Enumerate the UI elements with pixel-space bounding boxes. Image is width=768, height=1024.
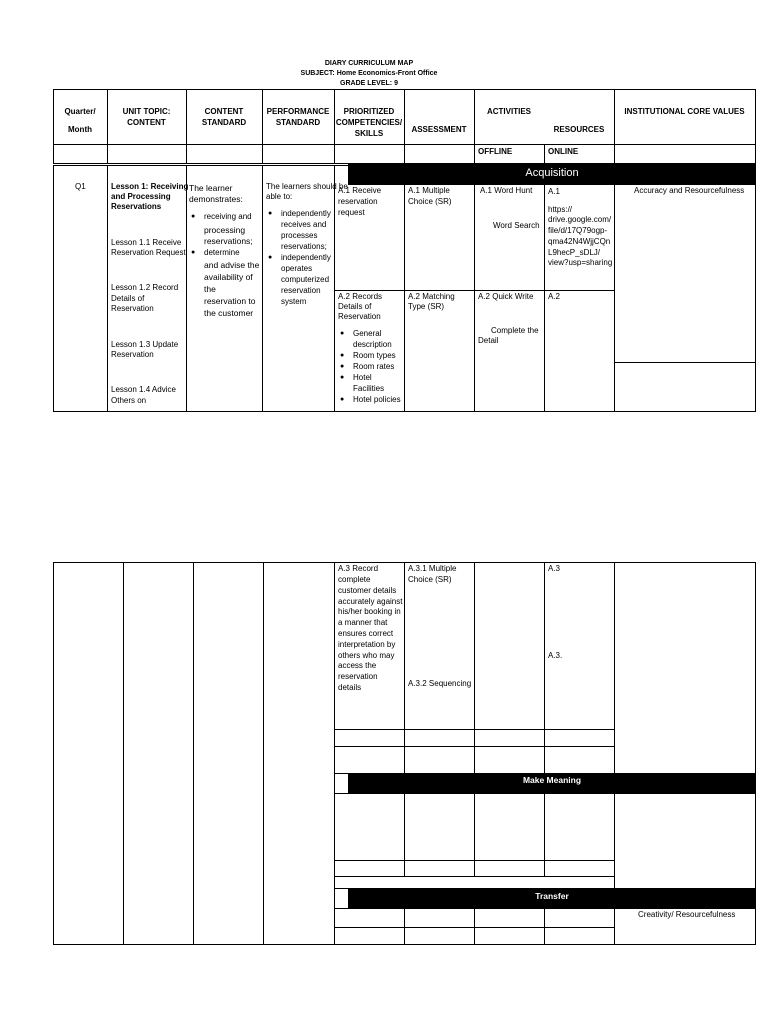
quarter-q1: Q1 <box>75 182 86 191</box>
header-activities: ACTIVITIES <box>486 107 531 116</box>
activity-a1-word-search: Word Search <box>493 221 540 230</box>
header-performance-standard: STANDARD <box>275 118 321 127</box>
core-value-transfer: Creativity/ Resourcefulness <box>638 910 736 919</box>
header-skills: SKILLS <box>354 129 384 138</box>
resource-a2: A.2 <box>548 292 561 301</box>
document-subject: SUBJECT: Home Economics-Front Office <box>300 70 438 77</box>
resource-a3: A.3 <box>548 564 561 573</box>
document-title: DIARY CURRICULUM MAP <box>324 60 414 67</box>
header-online: ONLINE <box>548 147 579 156</box>
header-month: Month <box>68 125 92 134</box>
resource-a3-dot: A.3. <box>548 651 563 660</box>
header-performance: PERFORMANCE <box>266 107 330 116</box>
activity-a1: A.1 Word Hunt <box>480 186 533 195</box>
header-content-standard: STANDARD <box>201 118 247 127</box>
activity-a2: A.2 Quick Write <box>478 292 534 301</box>
header-resources: RESOURCES <box>553 125 605 134</box>
core-value-a1: Accuracy and Resourcefulness <box>634 186 745 195</box>
header-competencies: COMPETENCIES/ <box>335 118 403 127</box>
header-prioritized: PRIORITIZED <box>343 107 395 116</box>
transfer-band: Transfer <box>348 888 756 909</box>
header-unit-topic: UNIT TOPIC: <box>122 107 171 116</box>
header-core-values: INSTITUTIONAL CORE VALUES <box>624 107 745 116</box>
document-grade-level: GRADE LEVEL: 9 <box>340 80 398 87</box>
assessment-a3-2: A.3.2 Sequencing <box>408 679 472 688</box>
header-quarter: Quarter/ <box>64 107 96 116</box>
resource-a1: A.1 <box>548 187 561 196</box>
header-content: CONTENT <box>204 107 244 116</box>
make-meaning-band: Make Meaning <box>348 773 756 794</box>
header-offline: OFFLINE <box>478 147 513 156</box>
header-unit-topic-content: CONTENT <box>127 118 166 127</box>
acquisition-band: Acquisition <box>348 164 756 185</box>
header-assessment: ASSESSMENT <box>411 125 467 134</box>
